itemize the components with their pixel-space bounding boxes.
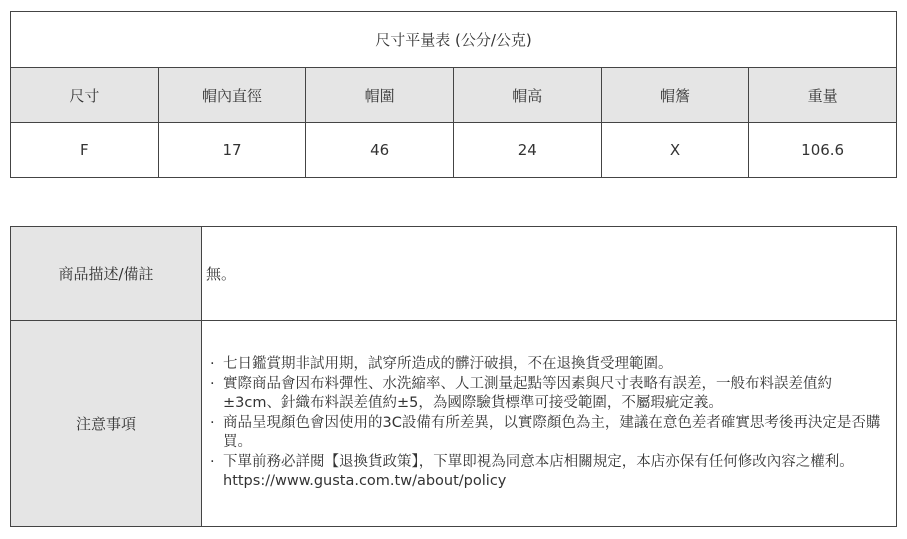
header-height: 帽高 — [453, 68, 601, 123]
description-row — [11, 227, 897, 321]
cell-brim: X — [601, 123, 749, 178]
table-row — [11, 123, 897, 178]
note-text: 實際商品會因布料彈性、水洗縮率、人工測量起點等因素與尺寸表略有誤差，一般布料誤差值約±3cm、針織布料誤差值約±5，為國際驗貨標準可接受範圍，不屬瑕疵定義。 — [223, 375, 832, 412]
notes-label: 注意事項 — [11, 321, 202, 527]
size-chart-header-row — [11, 68, 897, 123]
cell-height: 24 — [453, 123, 601, 178]
size-chart-title: 尺寸平量表 (公分/公克) — [11, 12, 897, 68]
description-label: 商品描述/備註 — [11, 227, 202, 321]
note-text: 下單前務必詳閱【退換貨政策】，下單即視為同意本店相關規定，本店亦保有任何修改內容之權利。https://www.gusta.com.tw/about/policy — [223, 453, 854, 490]
bullet-icon: · — [210, 414, 215, 431]
notes-list — [202, 355, 896, 492]
header-brim: 帽簷 — [601, 68, 749, 123]
note-text: 商品呈現顏色會因使用的3C設備有所差異，以實際顏色為主，建議在意色差者確實思考後再決定是否購買。 — [223, 414, 881, 451]
bullet-icon: · — [210, 375, 215, 392]
description-value: 無。 — [206, 265, 237, 283]
description-value-cell — [202, 227, 897, 321]
size-chart-table — [10, 11, 897, 178]
notes-value-cell — [202, 321, 897, 527]
bullet-icon: · — [210, 356, 215, 373]
cell-circumference: 46 — [306, 123, 454, 178]
list-item — [210, 375, 886, 414]
cell-size: F — [11, 123, 159, 178]
header-circumference: 帽圍 — [306, 68, 454, 123]
list-item — [210, 453, 886, 492]
cell-inner-diameter: 17 — [158, 123, 306, 178]
header-weight: 重量 — [749, 68, 897, 123]
header-size: 尺寸 — [11, 68, 159, 123]
header-inner-diameter: 帽內直徑 — [158, 68, 306, 123]
list-item — [210, 355, 886, 375]
product-info-table — [10, 226, 897, 527]
notes-row — [11, 321, 897, 527]
note-text: 七日鑑賞期非試用期，試穿所造成的髒汙破損，不在退換貨受理範圍。 — [223, 356, 673, 373]
cell-weight: 106.6 — [749, 123, 897, 178]
list-item — [210, 414, 886, 453]
bullet-icon: · — [210, 453, 215, 470]
